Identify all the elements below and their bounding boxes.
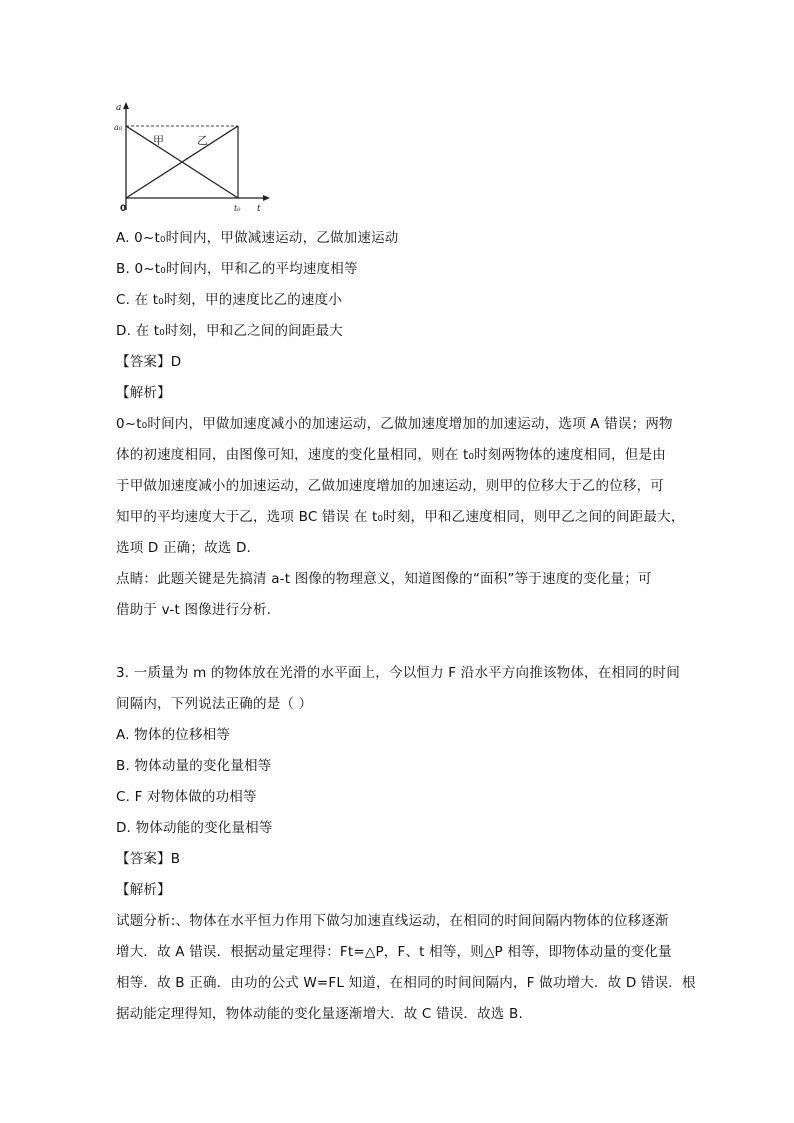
q3-stem-line: 间隔内，下列说法正确的是（ ） xyxy=(116,696,313,712)
q3-analysis-title: 【解析】 xyxy=(116,882,171,898)
q2-analysis-line: 0~t₀时间内，甲做加速度减小的加速运动，乙做加速度增加的加速运动，选项 A 错误；两物 xyxy=(116,416,673,432)
q2-option-b: B. 0~t₀时间内，甲和乙的平均速度相等 xyxy=(116,261,358,277)
x-axis-label: t xyxy=(257,204,261,214)
y-axis-arrow xyxy=(123,102,129,109)
a-t-graph-figure xyxy=(112,98,272,218)
jia-label: 甲 xyxy=(153,134,164,147)
q2-analysis-line: 选项 D 正确；故选 D. xyxy=(116,540,252,556)
q2-option-d: D. 在 t₀时刻，甲和乙之间的间距最大 xyxy=(116,323,343,339)
q2-answer: 【答案】D xyxy=(116,354,182,370)
q3-analysis-line: 试题分析:、物体在水平恒力作用下做匀加速直线运动，在相同的时间间隔内物体的位移逐渐 xyxy=(116,913,669,929)
q2-analysis-title: 【解析】 xyxy=(116,385,171,401)
q2-comment-line: 点睛：此题关键是先搞清 a-t 图像的物理意义，知道图像的“面积”等于速度的变化量；可 xyxy=(116,571,652,587)
q3-stem-line: 3. 一质量为 m 的物体放在光滑的水平面上，今以恒力 F 沿水平方向推该物体，在相同的时间 xyxy=(116,665,680,681)
q3-answer: 【答案】B xyxy=(116,851,181,867)
a0-label: a₀ xyxy=(114,123,122,132)
q3-analysis-line: 据动能定理得知，物体动能的变化量逐渐增大．故 C 错误．故选 B. xyxy=(116,1006,523,1022)
yi-label: 乙 xyxy=(197,134,208,147)
q3-analysis-line: 相等．故 B 正确．由功的公式 W=FL 知道，在相同的时间间隔内，F 做功增大．故 D 错误．根 xyxy=(116,975,696,991)
origin-label: 0 xyxy=(120,204,127,214)
q2-option-a: A. 0~t₀时间内，甲做减速运动，乙做加速运动 xyxy=(116,230,399,246)
x-axis-arrow xyxy=(263,195,270,201)
q3-analysis-line: 增大．故 A 错误．根据动量定理得：Ft=△P，F、t 相等，则△P 相等，即物体动量的变化量 xyxy=(116,944,672,960)
q3-option-a: A. 物体的位移相等 xyxy=(116,727,231,743)
q2-analysis-line: 体的初速度相同，由图像可知，速度的变化量相同，则在 t₀时刻两物体的速度相同，但是由 xyxy=(116,447,666,463)
t0-label: t₀ xyxy=(234,204,241,213)
q3-option-c: C. F 对物体做的功相等 xyxy=(116,789,257,805)
q2-comment-line: 借助于 v-t 图像进行分析. xyxy=(116,602,272,618)
q2-analysis-line: 于甲做加速度减小的加速运动，乙做加速度增加的加速运动，则甲的位移大于乙的位移，可 xyxy=(116,478,664,494)
q3-option-d: D. 物体动能的变化量相等 xyxy=(116,820,273,836)
a-t-graph xyxy=(112,98,272,218)
q3-option-b: B. 物体动量的变化量相等 xyxy=(116,758,272,774)
y-axis-label: a xyxy=(116,103,122,113)
q2-analysis-line: 知甲的平均速度大于乙，选项 BC 错误 在 t₀时刻，甲和乙速度相同，则甲乙之间的间距最大， xyxy=(116,509,685,525)
q2-option-c: C. 在 t₀时刻，甲的速度比乙的速度小 xyxy=(116,292,343,308)
